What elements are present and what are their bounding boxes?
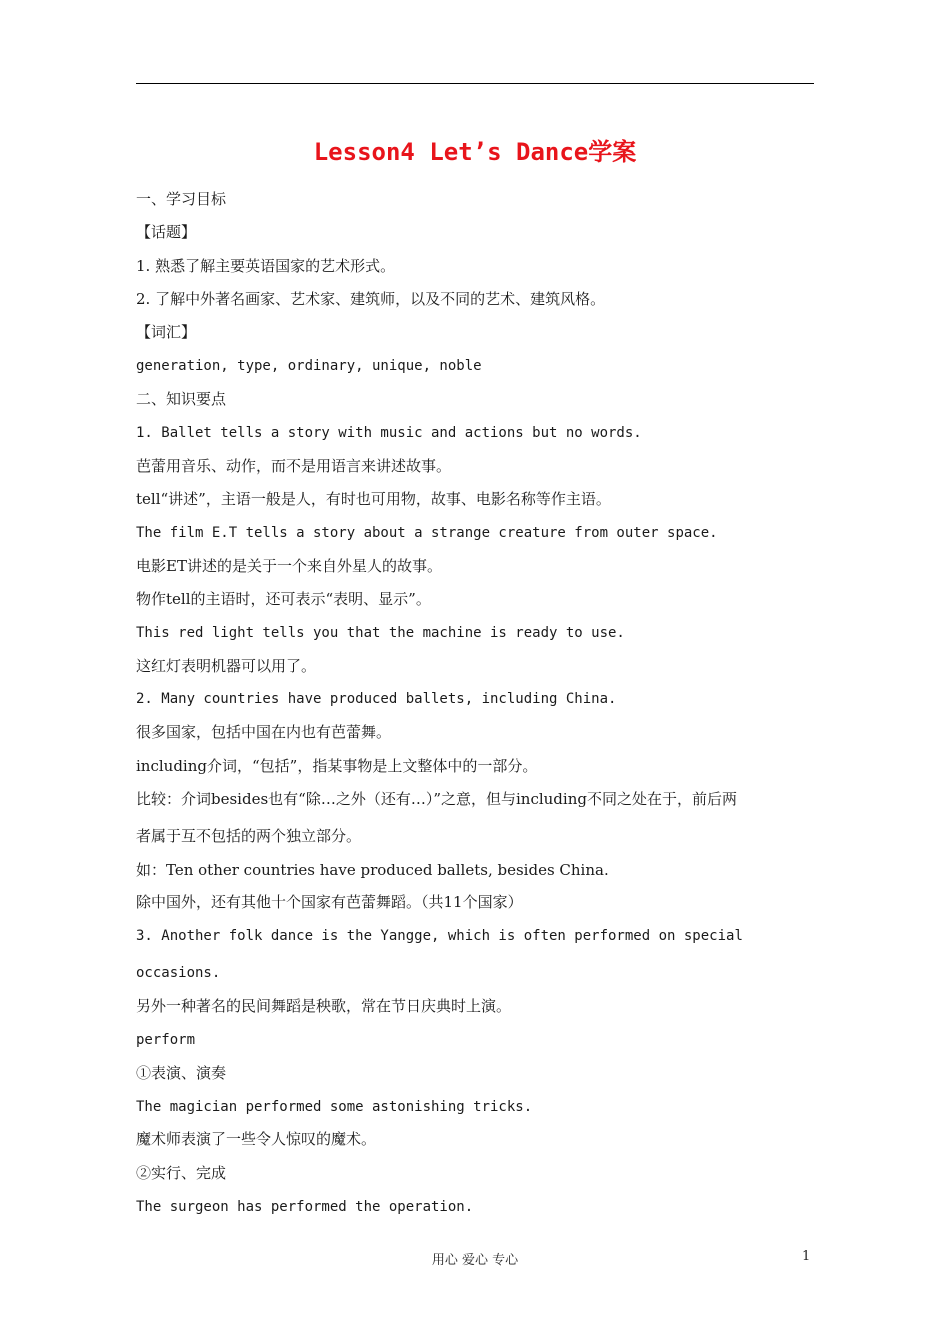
text-line: 1. 熟悉了解主要英语国家的艺术形式。 [136, 257, 396, 275]
explanation-line: 比较：介词besides也有“除…之外（还有…）”之意，但与including不同之处在于，前后两 [136, 790, 737, 808]
explanation-line: including介词，“包括”，指某事物是上文整体中的一部分。 [136, 757, 538, 775]
example-sentence: The film E.T tells a story about a strange creature from outer space. [136, 525, 718, 541]
meaning-line: ②实行、完成 [136, 1164, 227, 1182]
translation-line: 芭蕾用音乐、动作，而不是用语言来讲述故事。 [136, 457, 452, 475]
example-sentence: 1. Ballet tells a story with music and actions but no words. [136, 425, 642, 441]
section-heading: 二、知识要点 [136, 390, 227, 408]
translation-line: 另外一种著名的民间舞蹈是秧歌，常在节日庆典时上演。 [136, 997, 512, 1015]
subheading-vocabulary: 【词汇】 [136, 323, 197, 341]
example-sentence: The magician performed some astonishing tricks. [136, 1099, 533, 1115]
document-title: Lesson4 Let’s Dance学案 [313, 138, 637, 166]
example-sentence: The surgeon has performed the operation. [136, 1199, 474, 1215]
example-sentence: 2. Many countries have produced ballets, including China. [136, 691, 617, 707]
example-sentence: 如：Ten other countries have produced ballets, besides China. [136, 861, 609, 879]
keyword: perform [136, 1032, 196, 1048]
header-rule [136, 83, 814, 84]
explanation-line: 者属于互不包括的两个独立部分。 [136, 827, 362, 845]
section-heading: 一、学习目标 [136, 190, 227, 208]
page-number: 1 [802, 1249, 811, 1264]
translation-line: 很多国家，包括中国在内也有芭蕾舞。 [136, 723, 392, 741]
text-line: 2. 了解中外著名画家、艺术家、建筑师，以及不同的艺术、建筑风格。 [136, 290, 606, 308]
footer-text: 用心 爱心 专心 [431, 1253, 519, 1268]
explanation-line: 物作tell的主语时，还可表示“表明、显示”。 [136, 590, 431, 608]
translation-line: 除中国外，还有其他十个国家有芭蕾舞蹈。（共11个国家） [136, 893, 523, 911]
translation-line: 这红灯表明机器可以用了。 [136, 657, 317, 675]
example-sentence: This red light tells you that the machine is ready to use. [136, 625, 625, 641]
translation-line: 魔术师表演了一些令人惊叹的魔术。 [136, 1130, 377, 1148]
subheading-topic: 【话题】 [136, 223, 197, 241]
vocabulary-list: generation, type, ordinary, unique, noble [136, 358, 482, 374]
explanation-line: tell“讲述”，主语一般是人，有时也可用物，故事、电影名称等作主语。 [136, 490, 611, 508]
meaning-line: ①表演、演奏 [136, 1064, 227, 1082]
example-sentence: 3. Another folk dance is the Yangge, which is often performed on special [136, 928, 743, 944]
translation-line: 电影ET讲述的是关于一个来自外星人的故事。 [136, 557, 442, 575]
example-sentence-continued: occasions. [136, 965, 221, 981]
